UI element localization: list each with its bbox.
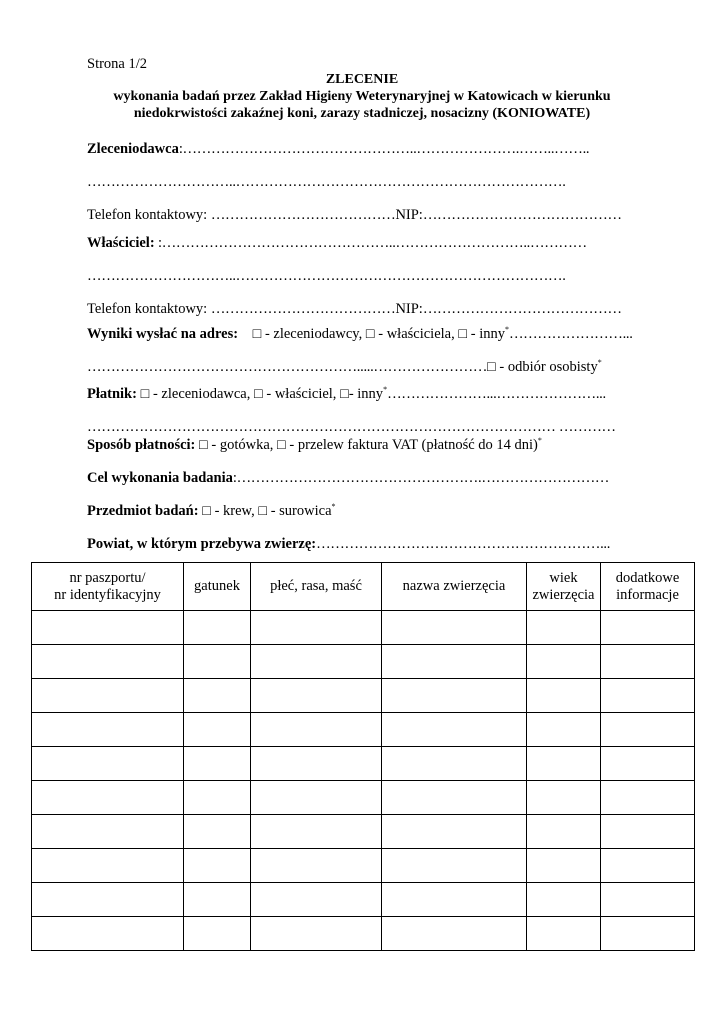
table-row xyxy=(32,883,695,917)
platnik-option-zleceniodawca[interactable]: □ - zleceniodawca, xyxy=(136,386,254,402)
table-cell[interactable] xyxy=(601,679,695,713)
sposob-option-przelew[interactable]: □ - przelew faktura VAT (płatność do 14 dni) xyxy=(277,437,538,453)
table-cell[interactable] xyxy=(382,849,527,883)
table-cell[interactable] xyxy=(184,713,251,747)
col-header-plec-rasa-masc xyxy=(251,563,382,611)
wyniki-option-inny[interactable]: □ - inny xyxy=(458,326,505,342)
wyniki-address-row[interactable] xyxy=(87,358,639,376)
przedmiot-badan-row[interactable] xyxy=(87,502,639,520)
powiat-row[interactable] xyxy=(87,535,639,553)
table-cell[interactable] xyxy=(601,747,695,781)
sposob-option-gotowka[interactable]: □ - gotówka, xyxy=(195,437,278,453)
table-cell[interactable] xyxy=(251,713,382,747)
wlasciciel-phone-label: Telefon kontaktowy: xyxy=(87,301,211,317)
table-row xyxy=(32,611,695,645)
wlasciciel-address-field[interactable]: …………………………..……………………………………………………………. xyxy=(87,268,566,284)
col-header-text: płeć, rasa, maść xyxy=(270,578,362,594)
footnote-star: * xyxy=(537,436,542,445)
table-cell[interactable] xyxy=(382,611,527,645)
table-cell[interactable] xyxy=(527,679,601,713)
table-cell[interactable] xyxy=(382,781,527,815)
zleceniodawca-address-field[interactable]: …………………………..……………………………………………………………. xyxy=(87,174,566,190)
table-cell[interactable] xyxy=(32,645,184,679)
table-row xyxy=(32,713,695,747)
table-row xyxy=(32,849,695,883)
table-cell[interactable] xyxy=(382,645,527,679)
form-subtitle-line1: wykonania badań przez Zakład Higieny Weterynaryjnej w Katowicach w kierunku xyxy=(113,89,611,104)
cel-badania-field[interactable]: :…………………………………………….……………………… xyxy=(232,470,610,486)
wlasciciel-row[interactable] xyxy=(87,234,639,252)
powiat-label: Powiat, w którym przebywa zwierzę: xyxy=(87,536,317,552)
col-header-gatunek xyxy=(184,563,251,611)
table-cell[interactable] xyxy=(32,849,184,883)
table-row xyxy=(32,815,695,849)
table-cell[interactable] xyxy=(32,747,184,781)
sposob-platnosci-label: Sposób płatności: xyxy=(87,437,196,453)
przedmiot-badan-label: Przedmiot badań: xyxy=(87,503,199,519)
wyniki-option-zleceniodawcy[interactable]: □ - zleceniodawcy, xyxy=(252,326,366,342)
zleceniodawca-contact-row[interactable] xyxy=(87,206,639,224)
zleceniodawca-row[interactable] xyxy=(87,140,639,158)
table-cell[interactable] xyxy=(184,611,251,645)
table-cell[interactable] xyxy=(184,849,251,883)
table-cell[interactable] xyxy=(382,747,527,781)
table-cell[interactable] xyxy=(32,815,184,849)
table-cell[interactable] xyxy=(32,611,184,645)
table-cell[interactable] xyxy=(527,713,601,747)
table-row xyxy=(32,917,695,951)
wlasciciel-contact-row[interactable] xyxy=(87,300,639,318)
col-header-nazwa-zwierzecia xyxy=(382,563,527,611)
platnik-other-field[interactable]: …………………...…………………... xyxy=(387,386,606,402)
table-cell[interactable] xyxy=(251,611,382,645)
table-cell[interactable] xyxy=(382,883,527,917)
table-cell[interactable] xyxy=(601,917,695,951)
table-cell[interactable] xyxy=(527,815,601,849)
table-cell[interactable] xyxy=(251,849,382,883)
table-cell[interactable] xyxy=(527,645,601,679)
sposob-platnosci-row[interactable] xyxy=(87,436,639,454)
zleceniodawca-nip-field[interactable]: …………………………………… xyxy=(422,207,622,223)
wyniki-label: Wyniki wysłać na adres: xyxy=(87,326,239,342)
powiat-field[interactable]: ……………………………………………………... xyxy=(316,536,611,552)
table-cell[interactable] xyxy=(251,917,382,951)
table-cell[interactable] xyxy=(184,917,251,951)
col-header-text: nazwa zwierzęcia xyxy=(402,578,506,594)
platnik-row[interactable] xyxy=(87,385,639,403)
col-header-dodatkowe-informacje xyxy=(601,563,695,611)
table-header-row xyxy=(32,563,695,611)
footnote-star: * xyxy=(331,502,336,511)
wlasciciel-nip-label: NIP: xyxy=(395,301,423,317)
table-cell[interactable] xyxy=(32,713,184,747)
przedmiot-option-krew[interactable]: □ - krew, xyxy=(198,503,259,519)
wlasciciel-nip-field[interactable]: …………………………………… xyxy=(422,301,622,317)
table-cell[interactable] xyxy=(527,781,601,815)
table-cell[interactable] xyxy=(527,611,601,645)
zleceniodawca-label: Zleceniodawca xyxy=(87,141,179,157)
col-header-wiek-zwierzecia xyxy=(527,563,601,611)
zleceniodawca-field[interactable]: :…………………………………………..………………….……..…….. xyxy=(178,141,590,157)
cel-badania-label: Cel wykonania badania xyxy=(87,470,233,486)
wyniki-other-field[interactable]: ……………………... xyxy=(508,326,633,342)
wyniki-row[interactable] xyxy=(87,325,639,343)
table-cell[interactable] xyxy=(527,849,601,883)
col-header-text: wiek zwierzęcia xyxy=(532,569,595,603)
col-header-paszport xyxy=(32,563,184,611)
table-cell[interactable] xyxy=(251,883,382,917)
zleceniodawca-nip-label: NIP: xyxy=(395,207,423,223)
table-cell[interactable] xyxy=(601,781,695,815)
col-header-text: nr paszportu/ nr identyfikacyjny xyxy=(54,569,161,603)
table-cell[interactable] xyxy=(32,883,184,917)
wyniki-address-field[interactable]: ………………………………………………….....…………………… xyxy=(87,359,488,375)
table-cell[interactable] xyxy=(184,679,251,713)
page-number: Strona 1/2 xyxy=(87,56,148,72)
wlasciciel-field[interactable]: :…………………………………………..………………………..………… xyxy=(154,235,587,251)
wlasciciel-phone-field[interactable]: ………………………………… xyxy=(210,301,396,317)
table-cell[interactable] xyxy=(32,679,184,713)
wlasciciel-label: Właściciel: xyxy=(87,235,155,251)
footnote-star: * xyxy=(504,325,509,334)
table-cell[interactable] xyxy=(32,917,184,951)
wyniki-option-wlasciciela[interactable]: □ - właściciela, xyxy=(365,326,459,342)
table-cell[interactable] xyxy=(601,645,695,679)
table-row xyxy=(32,679,695,713)
table-cell[interactable] xyxy=(382,917,527,951)
table-cell[interactable] xyxy=(527,883,601,917)
platnik-option-wlasciciel[interactable]: □ - właściciel, xyxy=(254,386,341,402)
table-cell[interactable] xyxy=(527,917,601,951)
form-title: ZLECENIE xyxy=(325,72,399,87)
table-body xyxy=(32,611,695,951)
table-cell[interactable] xyxy=(601,849,695,883)
table-cell[interactable] xyxy=(251,679,382,713)
animals-table xyxy=(31,562,695,951)
table-cell[interactable] xyxy=(251,781,382,815)
table-cell[interactable] xyxy=(601,713,695,747)
table-cell[interactable] xyxy=(382,713,527,747)
table-row xyxy=(32,747,695,781)
platnik-label: Płatnik: xyxy=(87,386,137,402)
table-cell[interactable] xyxy=(251,747,382,781)
table-cell[interactable] xyxy=(184,747,251,781)
table-cell[interactable] xyxy=(527,747,601,781)
table-row xyxy=(32,781,695,815)
table-cell[interactable] xyxy=(382,815,527,849)
table-cell[interactable] xyxy=(32,781,184,815)
zleceniodawca-phone-field[interactable]: ………………………………… xyxy=(210,207,396,223)
table-cell[interactable] xyxy=(184,645,251,679)
footnote-star: * xyxy=(383,385,388,394)
przedmiot-option-surowica[interactable]: □ - surowica xyxy=(258,503,332,519)
wyniki-option-odbior-osobisty[interactable]: □ - odbiór osobisty xyxy=(487,359,598,375)
table-cell[interactable] xyxy=(601,611,695,645)
table-cell[interactable] xyxy=(184,815,251,849)
table-cell[interactable] xyxy=(382,679,527,713)
col-header-text: dodatkowe informacje xyxy=(615,569,680,603)
table-cell[interactable] xyxy=(184,883,251,917)
table-cell[interactable] xyxy=(184,781,251,815)
platnik-details-field[interactable]: ……………………………………………………………………………………… ………… xyxy=(87,419,616,435)
table-cell[interactable] xyxy=(601,883,695,917)
table-cell[interactable] xyxy=(601,815,695,849)
cel-badania-row[interactable] xyxy=(87,469,639,487)
table-cell[interactable] xyxy=(251,815,382,849)
table-cell[interactable] xyxy=(251,645,382,679)
col-header-text: gatunek xyxy=(194,578,240,594)
zleceniodawca-phone-label: Telefon kontaktowy: xyxy=(87,207,211,223)
footnote-star: * xyxy=(597,358,602,367)
table-row xyxy=(32,645,695,679)
form-subtitle-line2: niedokrwistości zakaźnej koni, zarazy stadniczej, nosacizny (KONIOWATE) xyxy=(133,106,591,121)
platnik-option-inny[interactable]: □- inny xyxy=(340,386,384,402)
